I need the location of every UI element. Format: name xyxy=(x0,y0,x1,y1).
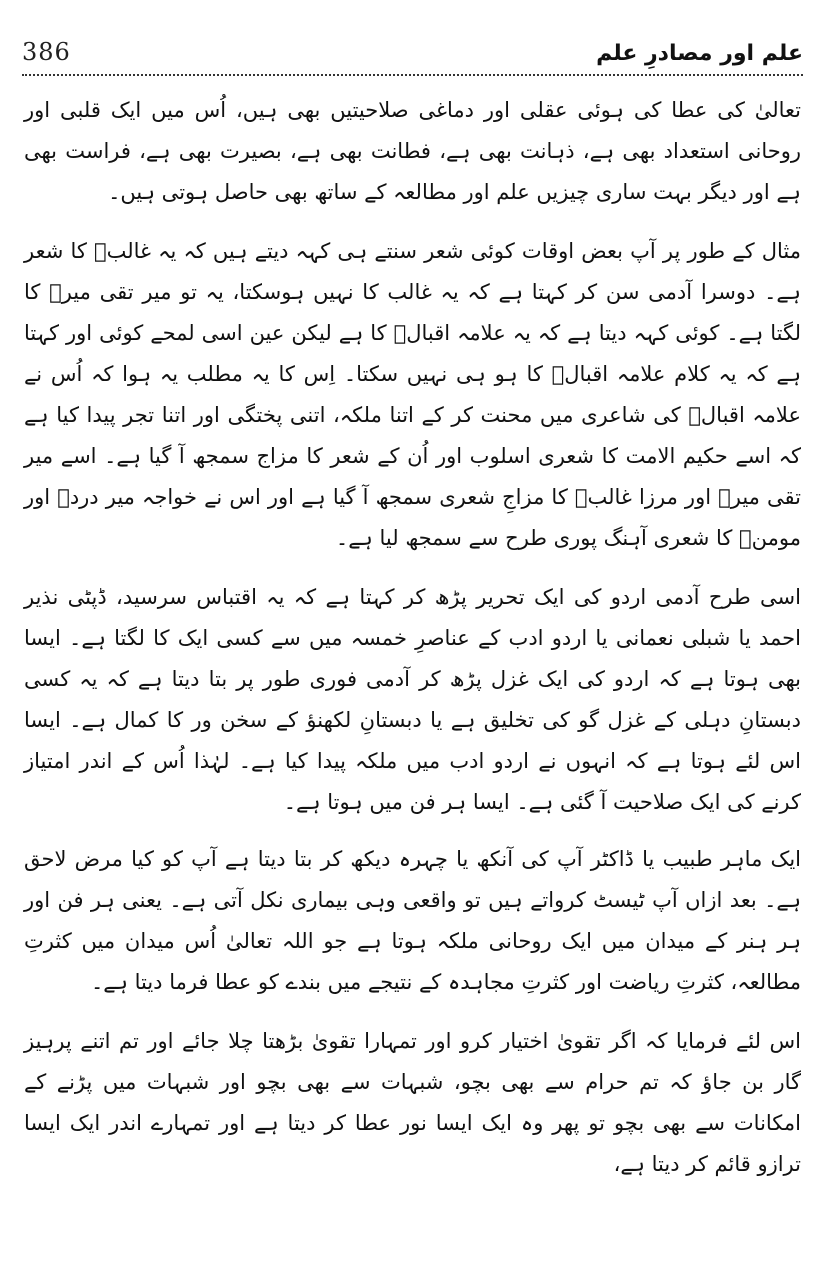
paragraph: تعالیٰ کی عطا کی ہوئی عقلی اور دماغی صلاحیتیں بھی ہیں، اُس میں ایک قلبی اور روحانی استعداد بھی ہے، ذہانت بھی ہے، فطانت بھی ہے، بصیرت بھی ہے، فراست بھی ہے اور دیگر بہت ساری چیزیں علم اور مطالعہ کے ساتھ بھی حاصل ہوتی ہیں۔ xyxy=(24,98,801,204)
page-body xyxy=(24,90,801,1259)
paragraph: اس لئے فرمایا کہ اگر تقویٰ اختیار کرو اور تمہارا تقویٰ بڑھتا چلا جائے اور تم اتنے پرہیز گار بن جاؤ کہ تم حرام سے بھی بچو، شبہات سے بھی بچو اور شبہات میں پڑنے کے امکانات سے بھی بچو تو پھر وہ ایک ایسا نور عطا کر دیتا ہے اور تمہارے اندر ایک ایسا ترازو قائم کر دیتا ہے، xyxy=(24,1029,801,1176)
paragraph: اسی طرح آدمی اردو کی ایک تحریر پڑھ کر کہتا ہے کہ یہ اقتباس سرسید، ڈپٹی نذیر احمد یا شبلی نعمانی یا اردو ادب کے عناصرِ خمسہ میں سے کسی ایک کا لگتا ہے۔ ایسا بھی ہوتا ہے کہ اردو کی ایک غزل پڑھ کر آدمی فوری طور پر بتا دیتا ہے کہ یہ کسی دبستانِ دہلی کے غزل گو کی تخلیق ہے یا دبستانِ لکھنؤ کے سخن ور کا کمال ہے۔ ایسا اس لئے ہوتا ہے کہ انہوں نے اردو ادب میں ملکہ پیدا کیا ہے۔ لہٰذا اُس کے اندر امتیاز کرنے کی ایک صلاحیت آ گئی ہے۔ ایسا ہر فن میں ہوتا ہے۔ xyxy=(24,585,801,814)
paragraph: ایک ماہر طبیب یا ڈاکٹر آپ کی آنکھ یا چہرہ دیکھ کر بتا دیتا ہے آپ کو کیا مرض لاحق ہے۔ بعد ازاں آپ ٹیسٹ کرواتے ہیں تو واقعی وہی بیماری نکل آتی ہے۔ یعنی ہر فن اور ہر ہنر کے میدان میں ایک روحانی ملکہ ہوتا ہے جو اللہ تعالیٰ اُس میدان میں کثرتِ مطالعہ، کثرتِ ریاضت اور کثرتِ مجاہدہ کے نتیجے میں بندے کو عطا فرما دیتا ہے۔ xyxy=(24,847,801,994)
page-number: 386 xyxy=(22,38,71,66)
running-title: علم اور مصادرِ علم xyxy=(596,41,803,66)
page-header xyxy=(22,22,803,72)
header-divider xyxy=(22,74,803,76)
paragraph: مثال کے طور پر آپ بعض اوقات کوئی شعر سنتے ہی کہہ دیتے ہیں کہ یہ غالبؔ کا شعر ہے۔ دوسرا آدمی سن کر کہتا ہے کہ یہ غالب کا نہیں ہوسکتا، یہ تو میر تقی میرؔ کا لگتا ہے۔ کوئی کہہ دیتا ہے کہ یہ علامہ اقبالؔ کا ہے لیکن عین اسی لمحے کوئی اور کہتا ہے کہ یہ کلام علامہ اقبالؔ کا ہو ہی نہیں سکتا۔ اِس کا یہ مطلب یہ ہوا کہ اُس نے علامہ اقبالؔ کی شاعری میں محنت کر کے اتنا ملکہ، اتنی پختگی اور اتنا تجر پیدا کیا ہے کہ اسے حکیم الامت کا شعری اسلوب اور اُن کے شعر کا مزاج سمجھ آ گیا ہے۔ اسے میر تقی میرؔ اور مرزا غالبؔ کا مزاجِ شعری سمجھ آ گیا ہے اور اس نے خواجہ میر دردؔ اور مومنؔ کا شعری آہنگ پوری طرح سے سمجھ لیا ہے۔ xyxy=(24,239,801,550)
